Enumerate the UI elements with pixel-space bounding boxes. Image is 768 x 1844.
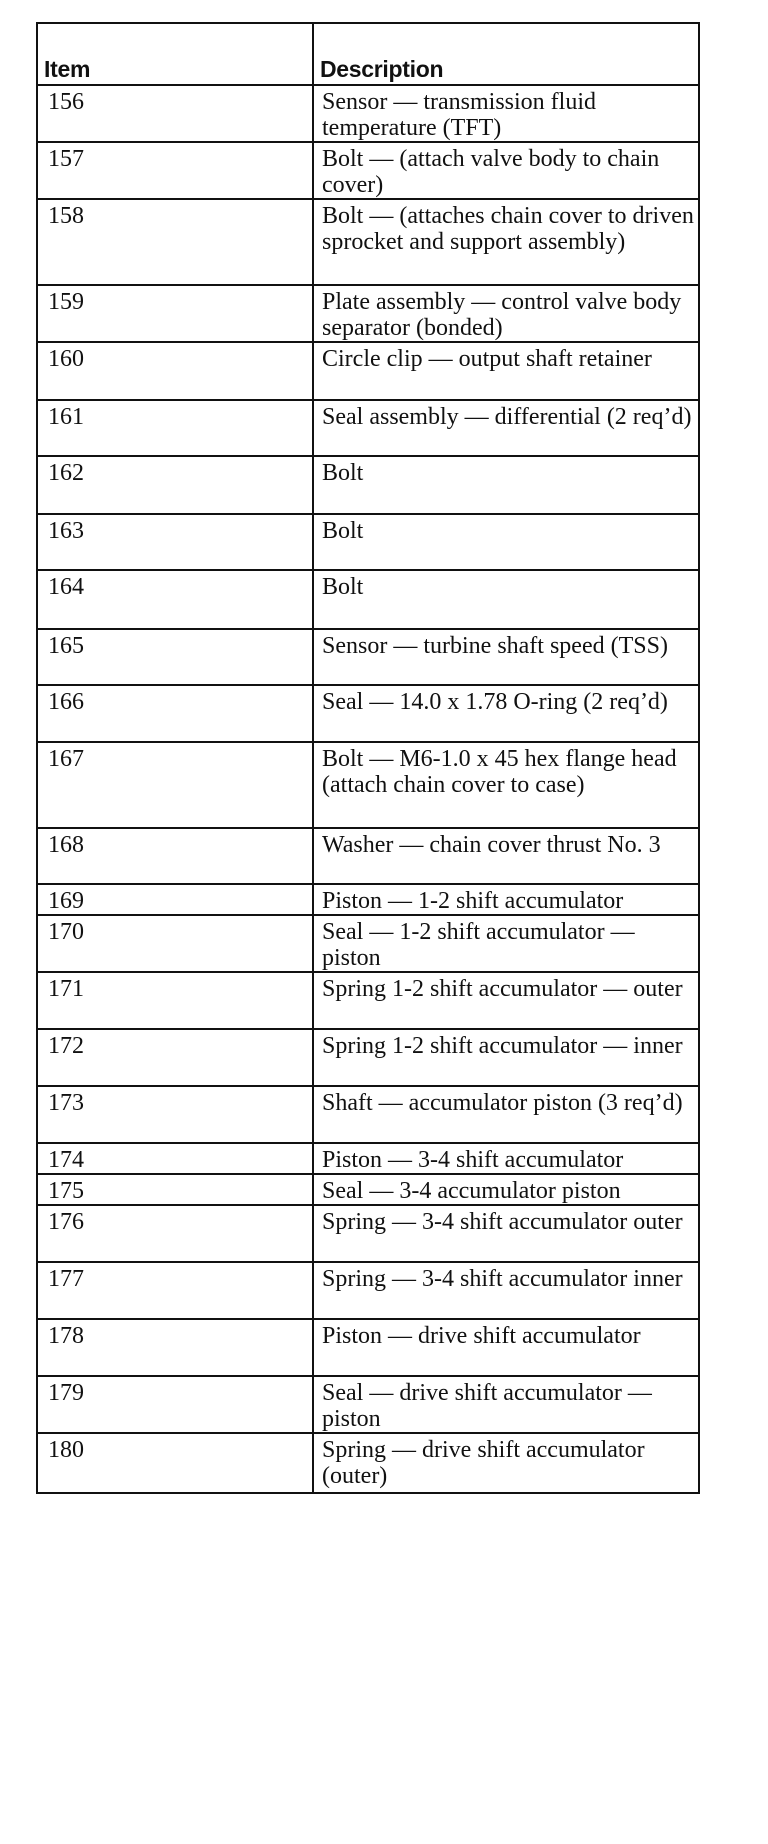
table-row xyxy=(37,915,699,972)
table-row xyxy=(37,1205,699,1262)
table-row xyxy=(37,1319,699,1376)
description-cell: Seal — 14.0 x 1.78 O-ring (2 req’d) xyxy=(313,685,699,742)
description-cell: Seal — drive shift accumulator — piston xyxy=(313,1376,699,1433)
description-cell: Spring — drive shift accumulator (outer) xyxy=(313,1433,699,1493)
item-number-cell: 172 xyxy=(37,1029,313,1086)
table-row xyxy=(37,972,699,1029)
item-number-cell: 174 xyxy=(37,1143,313,1174)
table-row xyxy=(37,285,699,342)
description-cell: Piston — 3-4 shift accumulator xyxy=(313,1143,699,1174)
item-number-cell: 170 xyxy=(37,915,313,972)
parts-table-body xyxy=(37,85,699,1493)
description-cell: Bolt — (attaches chain cover to driven sprocket and support assembly) xyxy=(313,199,699,285)
table-row xyxy=(37,884,699,915)
table-row xyxy=(37,1143,699,1174)
description-cell: Spring 1-2 shift accumulator — inner xyxy=(313,1029,699,1086)
item-number-cell: 166 xyxy=(37,685,313,742)
description-cell: Bolt xyxy=(313,456,699,514)
item-number-cell: 176 xyxy=(37,1205,313,1262)
description-cell: Spring — 3-4 shift accumulator outer xyxy=(313,1205,699,1262)
description-cell: Bolt — M6-1.0 x 45 hex flange head (attach chain cover to case) xyxy=(313,742,699,828)
table-row xyxy=(37,1029,699,1086)
table-row xyxy=(37,1433,699,1493)
item-number-cell: 168 xyxy=(37,828,313,884)
table-row xyxy=(37,570,699,629)
description-cell: Piston — 1-2 shift accumulator xyxy=(313,884,699,915)
description-column-header: Description xyxy=(313,23,699,85)
description-cell: Sensor — turbine shaft speed (TSS) xyxy=(313,629,699,685)
table-row xyxy=(37,1174,699,1205)
table-row xyxy=(37,400,699,456)
table-row xyxy=(37,342,699,400)
item-number-cell: 177 xyxy=(37,1262,313,1319)
description-cell: Seal — 3-4 accumulator piston xyxy=(313,1174,699,1205)
table-row xyxy=(37,828,699,884)
item-number-cell: 165 xyxy=(37,629,313,685)
item-number-cell: 169 xyxy=(37,884,313,915)
item-number-cell: 158 xyxy=(37,199,313,285)
description-cell: Bolt xyxy=(313,570,699,629)
description-cell: Bolt — (attach valve body to chain cover) xyxy=(313,142,699,199)
table-row xyxy=(37,142,699,199)
item-number-cell: 180 xyxy=(37,1433,313,1493)
item-number-cell: 163 xyxy=(37,514,313,570)
table-row xyxy=(37,1262,699,1319)
table-row xyxy=(37,514,699,570)
table-row xyxy=(37,629,699,685)
description-cell: Circle clip — output shaft retainer xyxy=(313,342,699,400)
item-column-header: Item xyxy=(37,23,313,85)
item-number-cell: 171 xyxy=(37,972,313,1029)
item-number-cell: 167 xyxy=(37,742,313,828)
item-number-cell: 162 xyxy=(37,456,313,514)
item-number-cell: 161 xyxy=(37,400,313,456)
table-row xyxy=(37,199,699,285)
item-number-cell: 178 xyxy=(37,1319,313,1376)
description-cell: Spring — 3-4 shift accumulator inner xyxy=(313,1262,699,1319)
description-cell: Piston — drive shift accumulator xyxy=(313,1319,699,1376)
item-number-cell: 175 xyxy=(37,1174,313,1205)
table-row xyxy=(37,85,699,142)
description-cell: Washer — chain cover thrust No. 3 xyxy=(313,828,699,884)
table-row xyxy=(37,456,699,514)
table-row xyxy=(37,685,699,742)
table-row xyxy=(37,742,699,828)
description-cell: Shaft — accumulator piston (3 req’d) xyxy=(313,1086,699,1143)
description-cell: Seal — 1-2 shift accumulator — piston xyxy=(313,915,699,972)
table-row xyxy=(37,1376,699,1433)
description-cell: Plate assembly — control valve body separator (bonded) xyxy=(313,285,699,342)
item-number-cell: 156 xyxy=(37,85,313,142)
header-row xyxy=(37,23,699,85)
item-number-cell: 173 xyxy=(37,1086,313,1143)
description-cell: Spring 1-2 shift accumulator — outer xyxy=(313,972,699,1029)
item-number-cell: 159 xyxy=(37,285,313,342)
description-cell: Sensor — transmission fluid temperature (TFT) xyxy=(313,85,699,142)
description-cell: Bolt xyxy=(313,514,699,570)
table-row xyxy=(37,1086,699,1143)
item-number-cell: 160 xyxy=(37,342,313,400)
item-number-cell: 164 xyxy=(37,570,313,629)
item-number-cell: 179 xyxy=(37,1376,313,1433)
item-number-cell: 157 xyxy=(37,142,313,199)
parts-table xyxy=(36,22,700,1494)
description-cell: Seal assembly — differential (2 req’d) xyxy=(313,400,699,456)
